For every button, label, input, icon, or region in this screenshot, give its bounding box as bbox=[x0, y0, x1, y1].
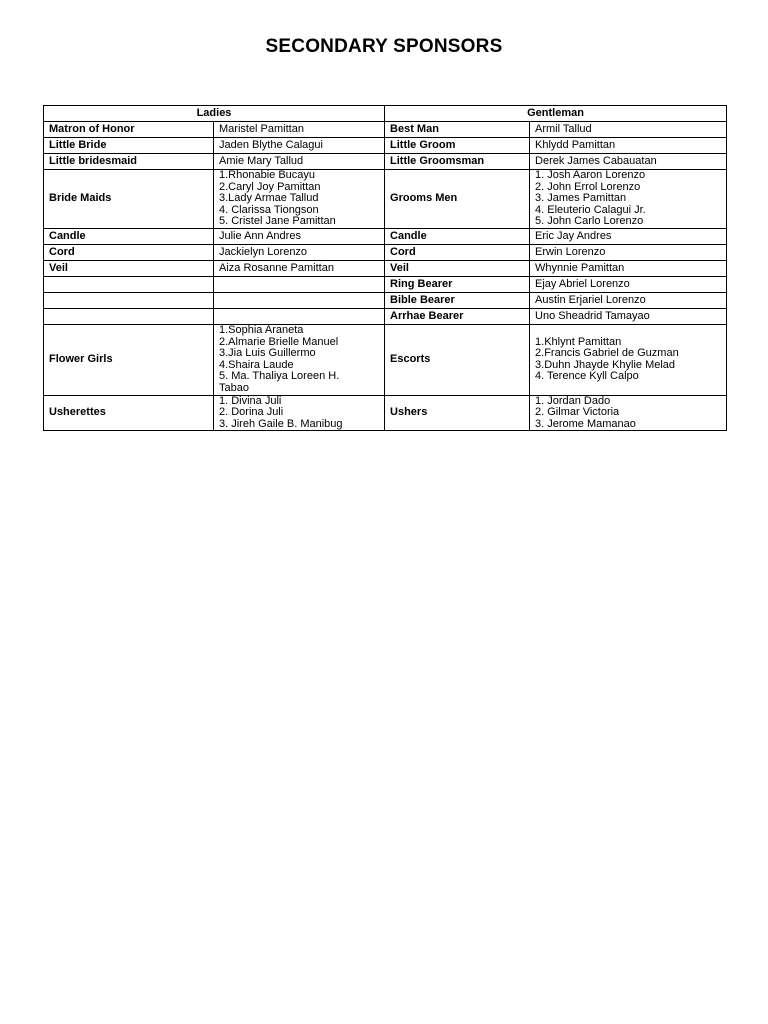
ladies-role-cell bbox=[44, 292, 214, 308]
gents-names-cell bbox=[530, 244, 727, 260]
table-row bbox=[44, 276, 727, 292]
document-title: SECONDARY SPONSORS bbox=[265, 36, 503, 57]
sponsor-name: 3. Jireh Gaile B. Manibug bbox=[219, 417, 343, 430]
sponsor-name: 1. Divina Juli bbox=[219, 394, 282, 407]
sponsor-name: 3.Duhn Jhayde Khylie Melad bbox=[535, 358, 676, 371]
ladies-names-cell bbox=[214, 154, 385, 170]
ladies-header: Ladies bbox=[44, 106, 385, 122]
ladies-names-cell bbox=[214, 395, 385, 431]
ladies-role-cell bbox=[44, 276, 214, 292]
sponsor-name: 5. Cristel Jane Pamittan bbox=[219, 215, 336, 228]
sponsor-name: Derek James Cabauatan bbox=[535, 154, 657, 167]
gents-role-cell: Little Groom bbox=[385, 138, 530, 154]
sponsor-name: Maristel Pamittan bbox=[219, 122, 304, 135]
gents-role-cell: Bible Bearer bbox=[385, 292, 530, 308]
gents-names-cell bbox=[530, 154, 727, 170]
table-row bbox=[44, 138, 727, 154]
sponsor-name: Amie Mary Tallud bbox=[219, 154, 304, 167]
sponsor-rows bbox=[44, 122, 727, 431]
sponsor-name: 2.Francis Gabriel de Guzman bbox=[535, 347, 679, 360]
sponsor-name: 5. Ma. Thaliya Loreen H. bbox=[219, 370, 340, 383]
sponsor-name: 3. James Pamittan bbox=[535, 192, 627, 205]
gents-role-cell: Best Man bbox=[385, 122, 530, 138]
gents-names-cell bbox=[530, 292, 727, 308]
sponsor-name: 2. Gilmar Victoria bbox=[535, 406, 620, 419]
ladies-names-cell bbox=[214, 138, 385, 154]
ladies-role-cell: Usherettes bbox=[44, 395, 214, 431]
sponsor-name: Whynnie Pamittan bbox=[535, 261, 625, 274]
sponsor-name: Armil Tallud bbox=[535, 122, 592, 135]
table-row bbox=[44, 395, 727, 431]
sponsor-name: 3. Jerome Mamanao bbox=[535, 417, 636, 430]
ladies-names-cell bbox=[214, 292, 385, 308]
gents-role-cell: Grooms Men bbox=[385, 170, 530, 229]
sponsor-name: 1.Khlynt Pamittan bbox=[535, 335, 622, 348]
ladies-role-cell bbox=[44, 308, 214, 324]
ladies-role-cell: Flower Girls bbox=[44, 324, 214, 395]
ladies-role-cell: Bride Maids bbox=[44, 170, 214, 229]
gents-names-cell bbox=[530, 324, 727, 395]
table-row bbox=[44, 154, 727, 170]
gents-role-cell: Candle bbox=[385, 228, 530, 244]
sponsor-name: 5. John Carlo Lorenzo bbox=[535, 215, 644, 228]
sponsor-name: Austin Erjariel Lorenzo bbox=[535, 293, 646, 306]
gents-role-cell: Arrhae Bearer bbox=[385, 308, 530, 324]
gents-names-cell bbox=[530, 138, 727, 154]
sponsor-name: 1.Rhonabie Bucayu bbox=[219, 169, 316, 181]
table-row bbox=[44, 324, 727, 395]
sponsor-name: Khlydd Pamittan bbox=[535, 138, 616, 151]
sponsor-name: Aiza Rosanne Pamittan bbox=[219, 261, 334, 274]
gents-names-cell bbox=[530, 260, 727, 276]
ladies-names-cell bbox=[214, 260, 385, 276]
ladies-role-cell: Veil bbox=[44, 260, 214, 276]
gents-names-cell bbox=[530, 276, 727, 292]
gentleman-header: Gentleman bbox=[385, 106, 727, 122]
header-row bbox=[44, 106, 727, 122]
gents-role-cell: Cord bbox=[385, 244, 530, 260]
gents-names-cell bbox=[530, 228, 727, 244]
sponsor-name: 2.Caryl Joy Pamittan bbox=[219, 180, 321, 193]
sponsor-name: 1. Josh Aaron Lorenzo bbox=[535, 169, 646, 181]
sponsor-name: Eric Jay Andres bbox=[535, 229, 612, 242]
ladies-role-cell: Little Bride bbox=[44, 138, 214, 154]
ladies-role-cell: Little bridesmaid bbox=[44, 154, 214, 170]
ladies-names-cell bbox=[214, 122, 385, 138]
sponsor-name: Ejay Abriel Lorenzo bbox=[535, 277, 630, 290]
gents-names-cell bbox=[530, 170, 727, 229]
sponsors-table bbox=[43, 105, 727, 431]
sponsor-name: Erwin Lorenzo bbox=[535, 245, 606, 258]
gents-role-cell: Ring Bearer bbox=[385, 276, 530, 292]
ladies-role-cell: Cord bbox=[44, 244, 214, 260]
sponsor-name: 4. Terence Kyll Calpo bbox=[535, 370, 639, 383]
sponsor-name: 1.Sophia Araneta bbox=[219, 323, 304, 336]
table-row bbox=[44, 260, 727, 276]
ladies-role-cell: Matron of Honor bbox=[44, 122, 214, 138]
gents-role-cell: Escorts bbox=[385, 324, 530, 395]
sponsor-name: Jaden Blythe Calagui bbox=[219, 138, 323, 151]
gents-names-cell bbox=[530, 395, 727, 431]
ladies-names-cell bbox=[214, 228, 385, 244]
sponsor-name: Tabao bbox=[219, 381, 249, 394]
sponsor-name: 3.Lady Armae Tallud bbox=[219, 192, 319, 205]
sponsor-name: Jackielyn Lorenzo bbox=[219, 245, 308, 258]
table-row bbox=[44, 228, 727, 244]
ladies-role-cell: Candle bbox=[44, 228, 214, 244]
sponsor-name: 4. Clarissa Tiongson bbox=[219, 203, 319, 216]
gents-role-cell: Ushers bbox=[385, 395, 530, 431]
ladies-names-cell bbox=[214, 170, 385, 229]
gents-role-cell: Little Groomsman bbox=[385, 154, 530, 170]
sponsor-name: 2.Almarie Brielle Manuel bbox=[219, 335, 339, 348]
sponsor-name: 4.Shaira Laude bbox=[219, 358, 294, 371]
sponsor-name: 2. Dorina Juli bbox=[219, 406, 284, 419]
gents-role-cell: Veil bbox=[385, 260, 530, 276]
gents-names-cell bbox=[530, 122, 727, 138]
gents-names-cell bbox=[530, 308, 727, 324]
ladies-names-cell bbox=[214, 308, 385, 324]
ladies-names-cell bbox=[214, 324, 385, 395]
sponsor-name: 4. Eleuterio Calagui Jr. bbox=[535, 203, 646, 216]
ladies-names-cell bbox=[214, 244, 385, 260]
table-row bbox=[44, 308, 727, 324]
table-row bbox=[44, 244, 727, 260]
sponsor-name: Julie Ann Andres bbox=[219, 229, 301, 242]
ladies-names-cell bbox=[214, 276, 385, 292]
sponsor-name: Uno Sheadrid Tamayao bbox=[535, 309, 650, 322]
sponsor-name: 3.Jia Luis Guillermo bbox=[219, 347, 316, 360]
table-row bbox=[44, 122, 727, 138]
sponsor-name: 2. John Errol Lorenzo bbox=[535, 180, 641, 193]
table-row bbox=[44, 292, 727, 308]
sponsor-name: 1. Jordan Dado bbox=[535, 394, 611, 407]
table-row bbox=[44, 170, 727, 229]
